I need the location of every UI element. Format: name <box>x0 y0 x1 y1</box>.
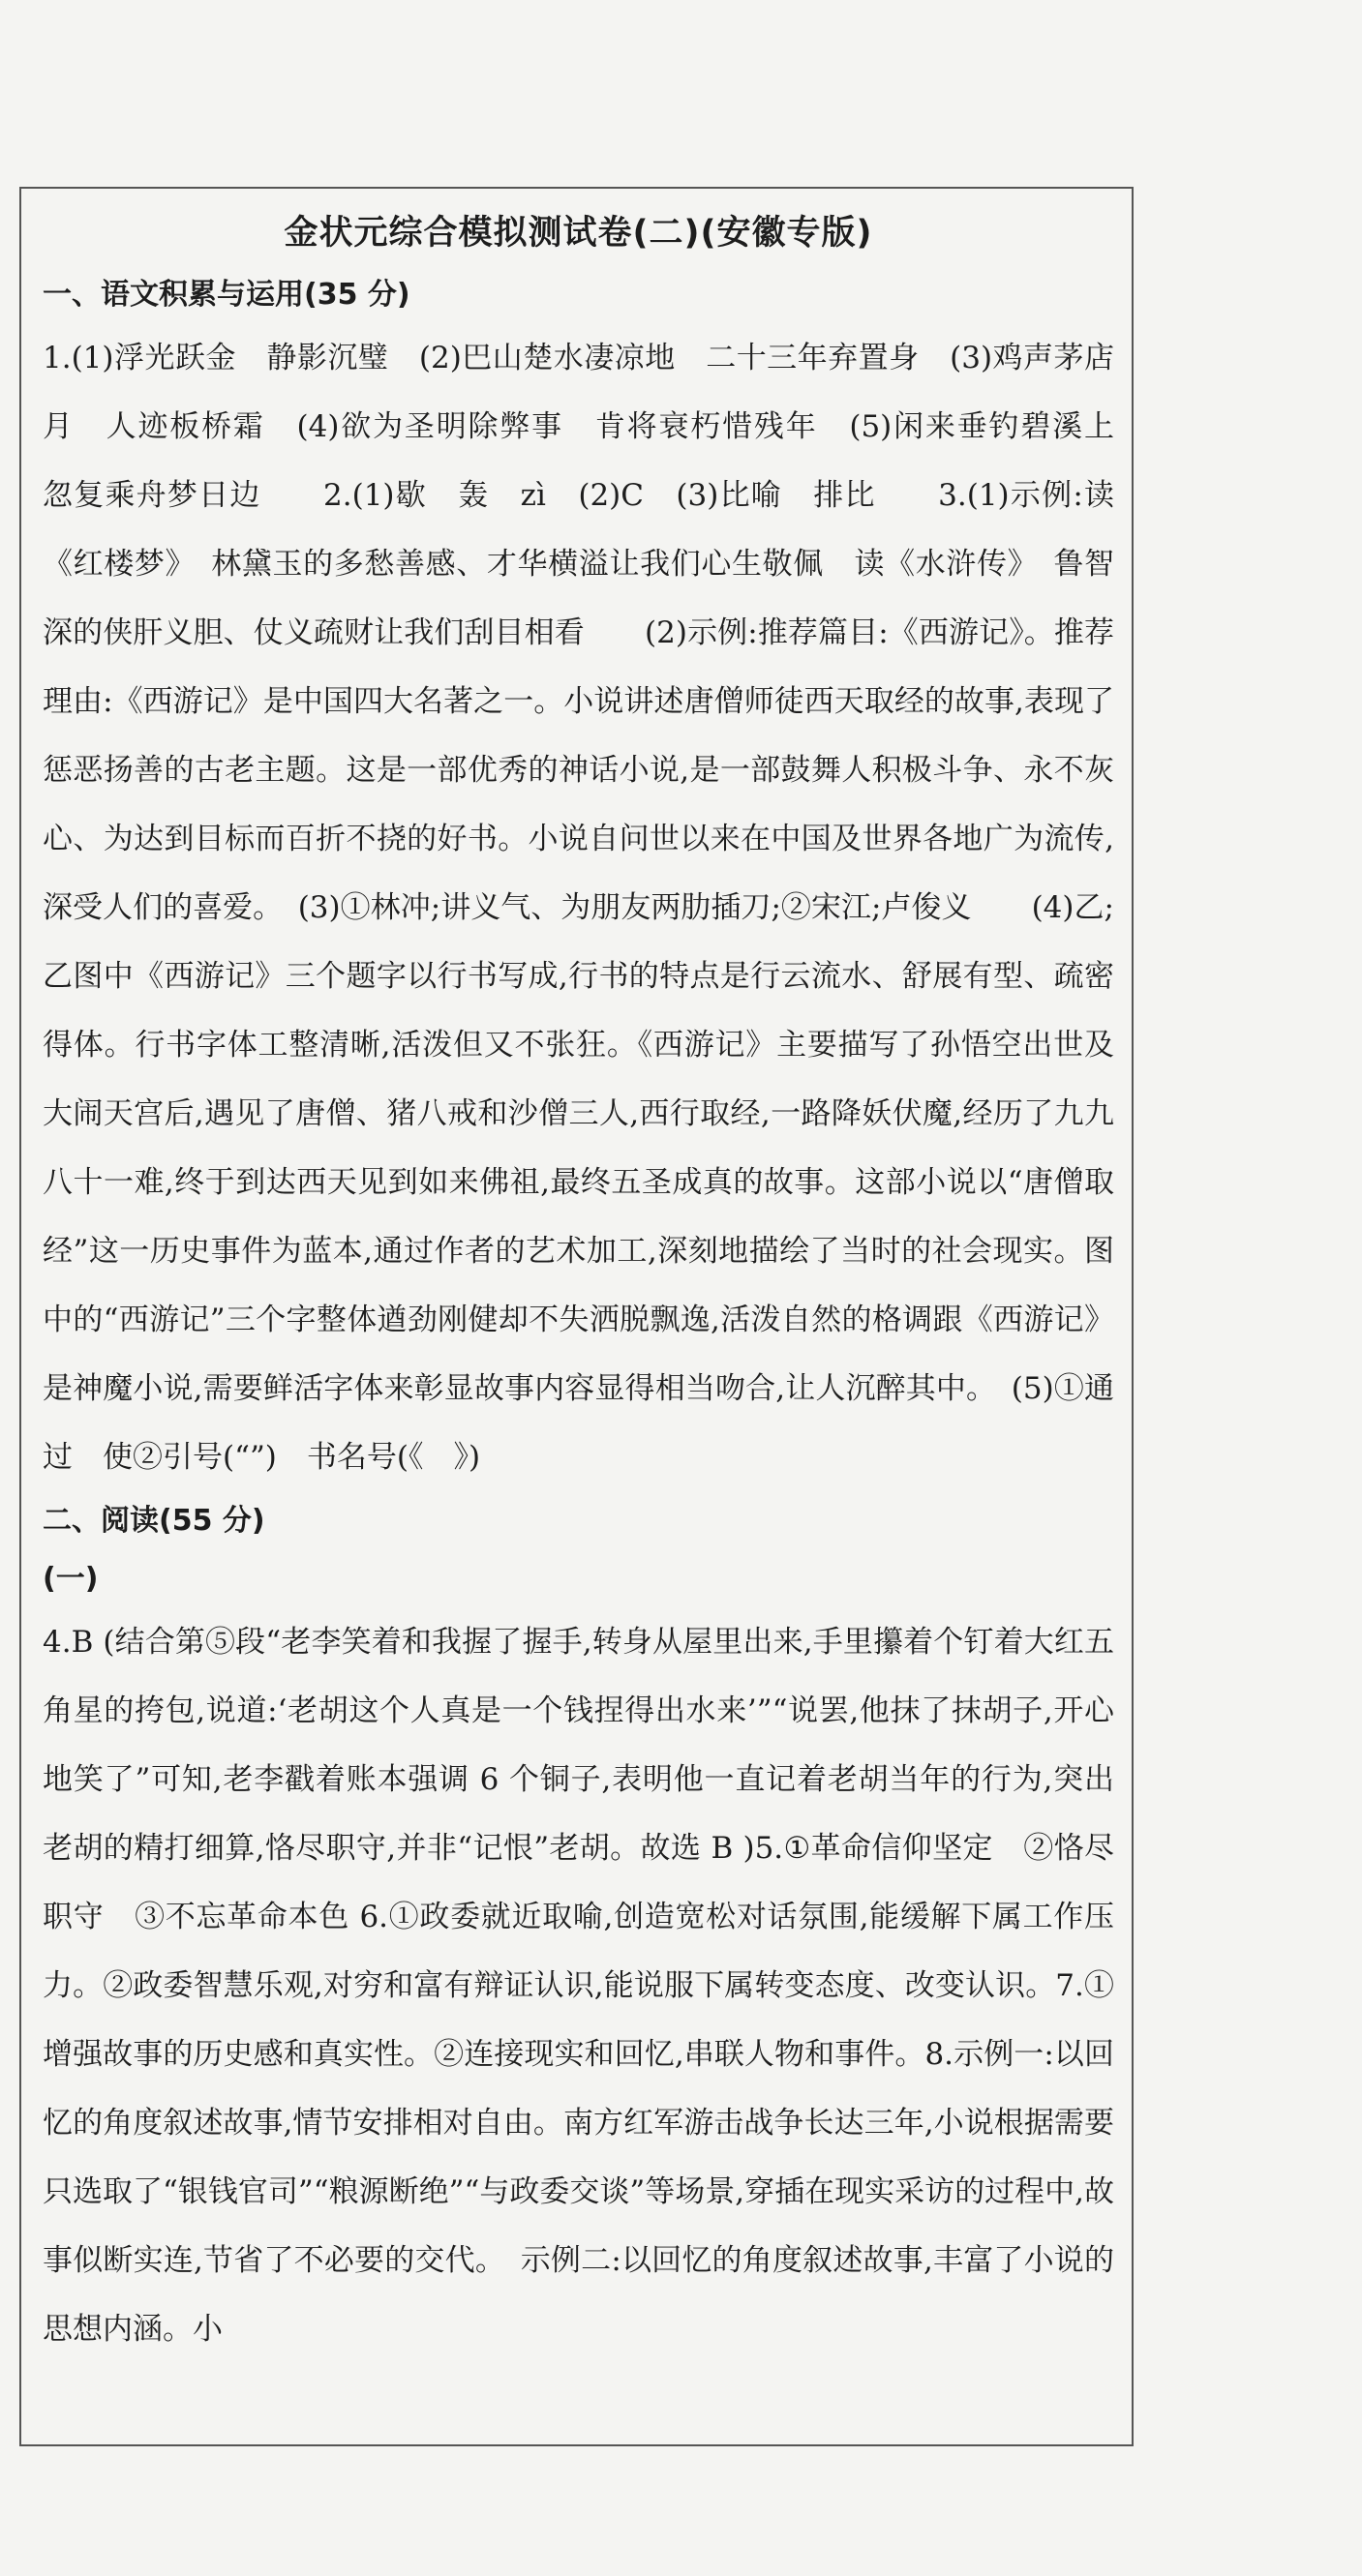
section-2-paragraph: 4.B (结合第⑤段“老李笑着和我握了握手,转身从屋里出来,手里攥着个钉着大红五角星的挎包,说道:‘老胡这个人真是一个钱捏得出水来’”“说罢,他抹了抹胡子,开心地笑了”可知,老李戳着账本强调 6 个铜子,表明他一直记着老胡当年的行为,突出老胡的精打细算,恪尽职守,并非“记恨”老胡。故选 B )5.①革命信仰坚定 ②恪尽职守 ③不忘革命本色 6.①政委就近取喻,创造宽松对话氛围,能缓解下属工作压力。②政委智慧乐观,对穷和富有辩证认识,能说服下属转变态度、改变认识。7.①增强故事的历史感和真实性。②连接现实和回忆,串联人物和事件。8.示例一:以回忆的角度叙述故事,情节安排相对自由。南方红军游击战争长达三年,小说根据需要只选取了“银钱官司”“粮源断绝”“与政委交谈”等场景,穿插在现实采访的过程中,故事似断实连,节省了不必要的交代。 示例二:以回忆的角度叙述故事,丰富了小说的思想内涵。小 <box>43 1625 1114 2347</box>
subsection-heading-1: (一) <box>43 1562 99 1596</box>
section-1-paragraph: 1.(1)浮光跃金 静影沉璧 (2)巴山楚水凄凉地 二十三年弃置身 (3)鸡声茅店月 人迹板桥霜 (4)欲为圣明除弊事 肯将衰朽惜残年 (5)闲来垂钓碧溪上 忽复乘舟梦日边 2.(1)歇 轰 zì (2)C (3)比喻 排比 3.(1)示例:读《红楼梦》 林黛玉的多愁善感、才华横溢让我们心生敬佩 读《水浒传》 鲁智深的侠肝义胆、仗义疏财让我们刮目相看 (2)示例:推荐篇目:《西游记》。推荐理由:《西游记》是中国四大名著之一。小说讲述唐僧师徒西天取经的故事,表现了惩恶扬善的古老主题。这是一部优秀的神话小说,是一部鼓舞人积极斗争、永不灰心、为达到目标而百折不挠的好书。小说自问世以来在中国及世界各地广为流传,深受人们的喜爱。 (3)①林冲;讲义气、为朋友两肋插刀;②宋江;卢俊义 (4)乙;乙图中《西游记》三个题字以行书写成,行书的特点是行云流水、舒展有型、疏密得体。行书字体工整清晰,活泼但又不张狂。《西游记》主要描写了孙悟空出世及大闹天宫后,遇见了唐僧、猪八戒和沙僧三人,西行取经,一路降妖伏魔,经历了九九八十一难,终于到达西天见到如来佛祖,最终五圣成真的故事。这部小说以“唐僧取经”这一历史事件为蓝本,通过作者的艺术加工,深刻地描绘了当时的社会现实。图中的“西游记”三个字整体遒劲刚健却不失洒脱飘逸,活泼自然的格调跟《西游记》是神魔小说,需要鲜活字体来彰显故事内容显得相当吻合,让人沉醉其中。 (5)①通过 使②引号(“”) 书名号(《 》) <box>43 341 1144 1475</box>
answer-sheet <box>19 187 1144 2446</box>
section-heading-1: 一、语文积累与运用(35 分) <box>43 278 410 312</box>
page-title: 金状元综合模拟测试卷(二)(安徽专版) <box>284 214 873 253</box>
section-heading-2: 二、阅读(55 分) <box>43 1504 265 1538</box>
